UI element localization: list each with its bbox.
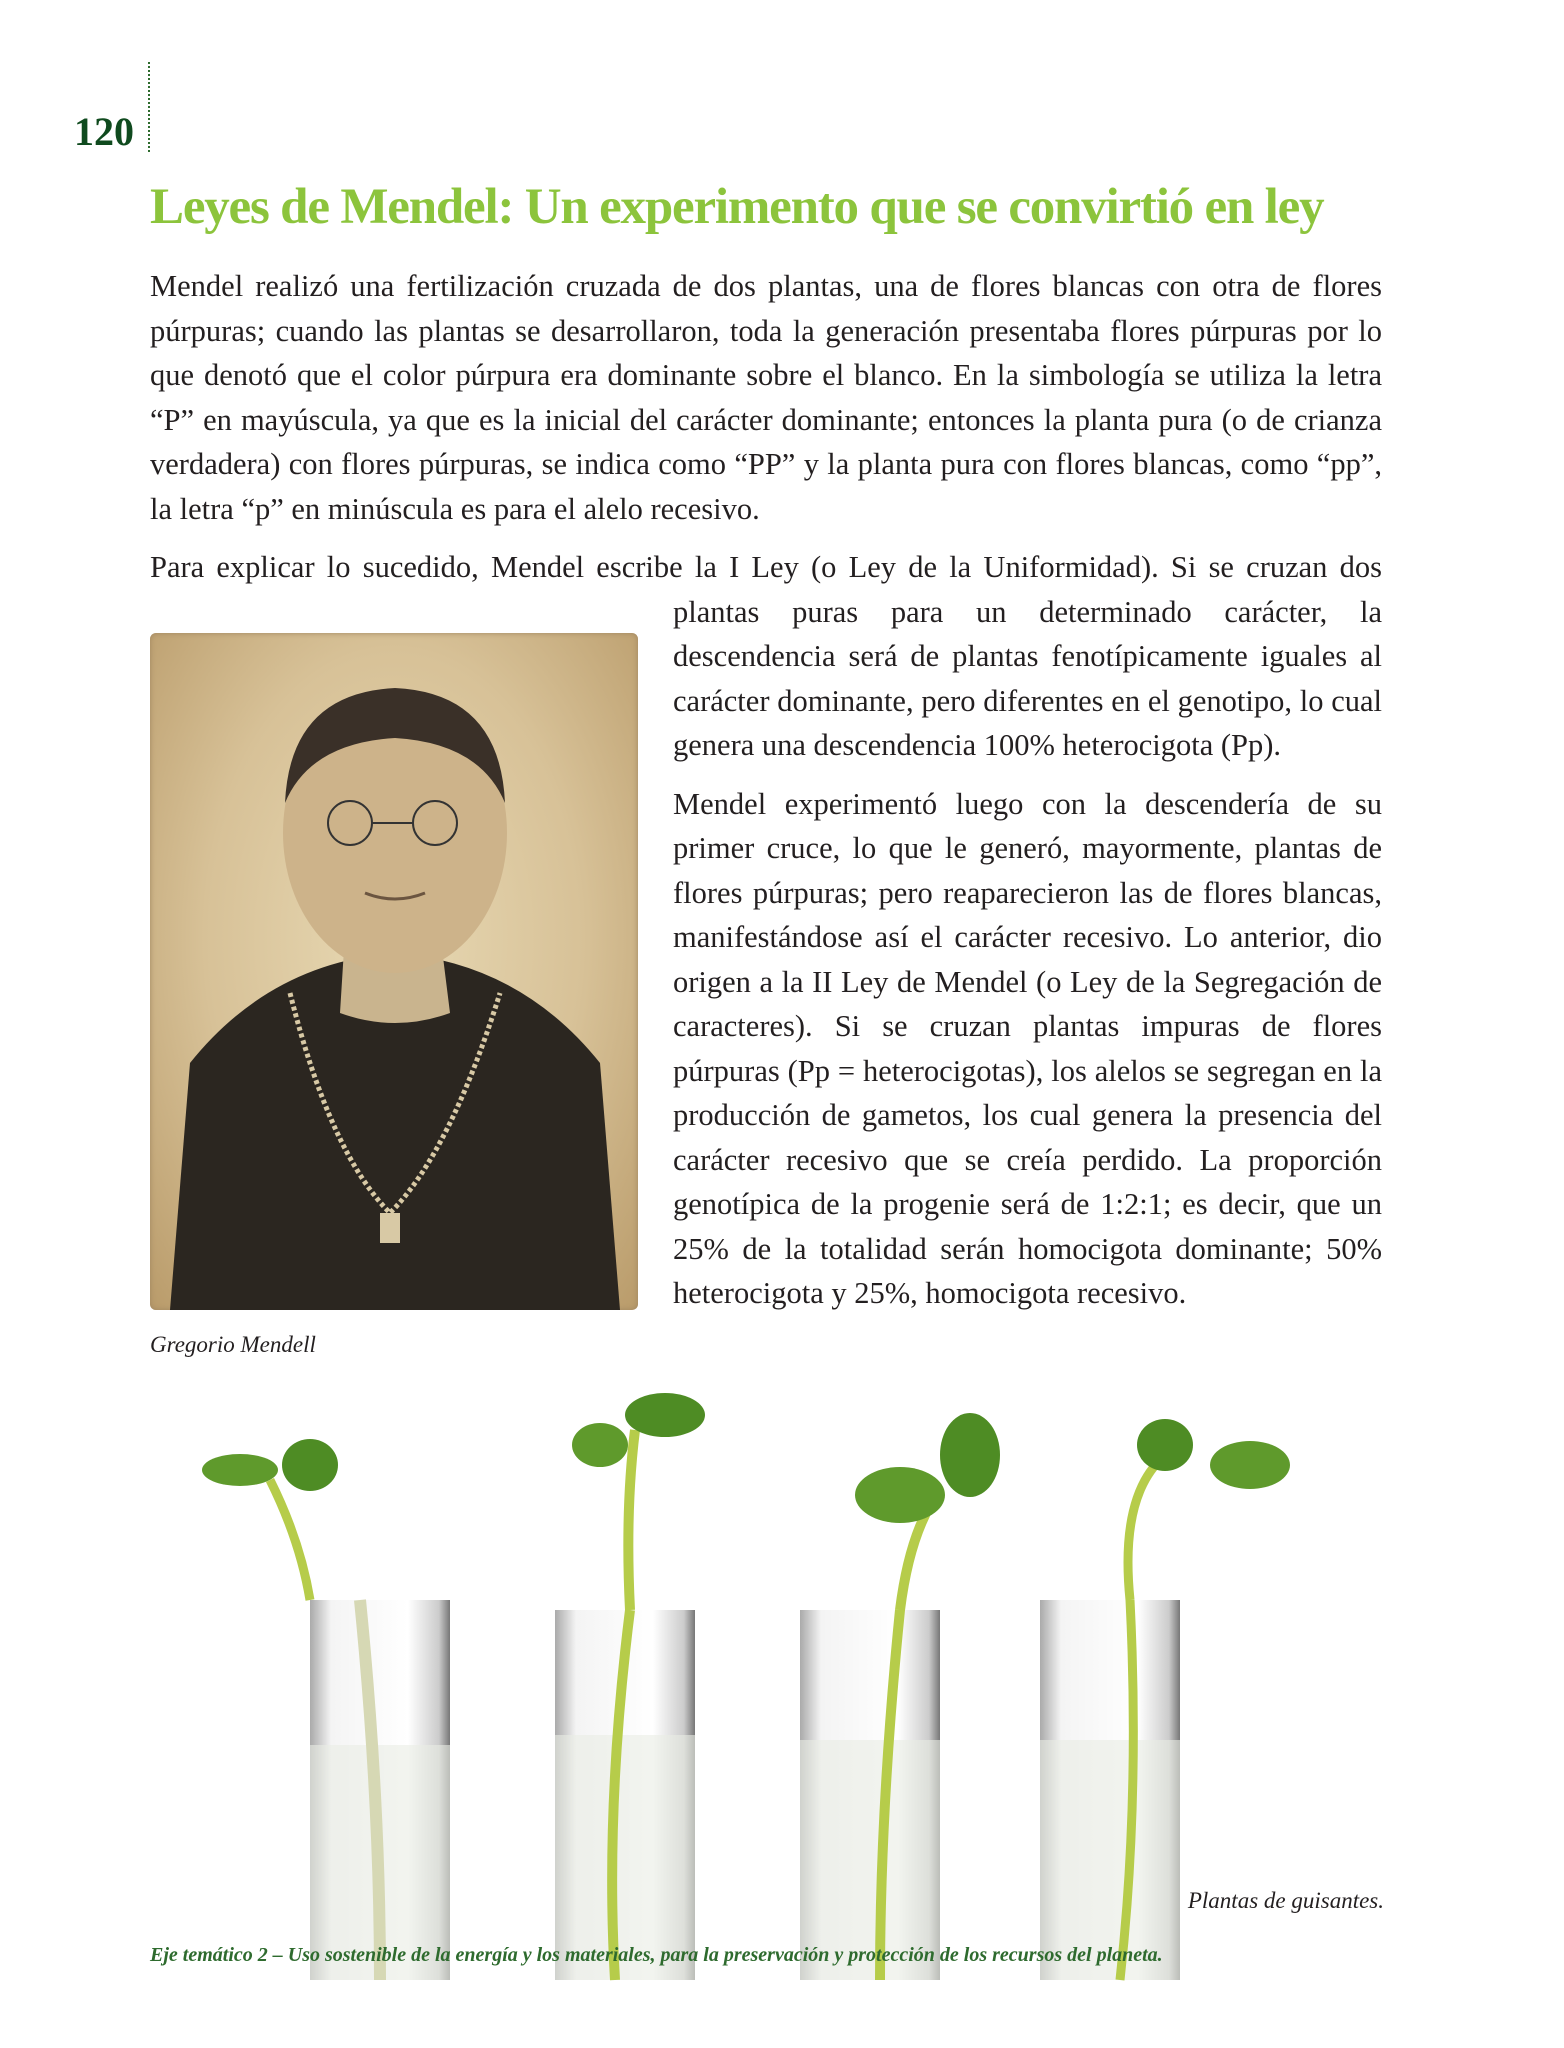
paragraph-1: Mendel realizó una fertilización cruzada de dos plantas, una de flores blancas con otra de flores púrpuras; cuando las plantas se desarrollaron, toda la generación presentaba flores púrpuras por lo que denotó que el color púrpura era dominante sobre el blanco. En la simbología se utiliza la letra “P” en mayúscula, ya que es la inicial del carácter dominante; entonces la planta pura (o de crianza verdadera) con flores púrpuras, se indica como “PP” y la planta pura con flores blancas, como “pp”, la letra “p” en minúscula es para el alelo recesivo. bbox=[150, 269, 1382, 526]
paragraph-3: Mendel experimentó luego con la descendería de su primer cruce, lo que le generó, mayormente, plantas de flores púrpuras; pero reaparecieron las de flores blancas, manifestándose así el carácter recesivo. Lo anterior, dio origen a la II Ley de Mendel (o Ley de la Segregación de caracteres). Si se cruzan plantas impuras de flores púrpuras (Pp = heterocigotas), los alelos se segregan en la producción de gametos, los cual genera la presencia del carácter recesivo que se creía perdido. La proporción genotípica de la progenie será de 1:2:1; es decir, que un 25% de la totalidad serán homocigota dominante; 50% heterocigota y 25%, homocigota recesivo. bbox=[673, 786, 1382, 1310]
body-text bbox=[150, 264, 1382, 1357]
page-number: 120 bbox=[74, 109, 134, 154]
mendel-portrait-photo bbox=[150, 633, 638, 1310]
mendel-figure bbox=[150, 633, 673, 1357]
plants-caption: Plantas de guisantes. bbox=[1187, 1888, 1384, 1913]
pea-plants-image bbox=[200, 1385, 1330, 1985]
page-title: Leyes de Mendel: Un experimento que se convirtió en ley bbox=[150, 179, 1324, 235]
page-number-divider bbox=[148, 62, 150, 152]
footer-theme-line: Eje temático 2 – Uso sostenible de la energía y los materiales, para la preservación y protección de los recursos del planeta. bbox=[150, 1944, 1163, 1966]
paragraph-2: Para explicar lo sucedido, Mendel escribe la I Ley (o Ley de la Uniformidad). Si se cruzan dos plantas puras para un determinado carácter, la descendencia será de plantas fenotípicamente iguales al carácter dominante, pero diferentes en el genotipo, lo cual genera una descendencia 100% heterocigota (Pp). bbox=[150, 550, 1382, 762]
portrait-caption: Gregorio Mendell bbox=[150, 1332, 316, 1357]
